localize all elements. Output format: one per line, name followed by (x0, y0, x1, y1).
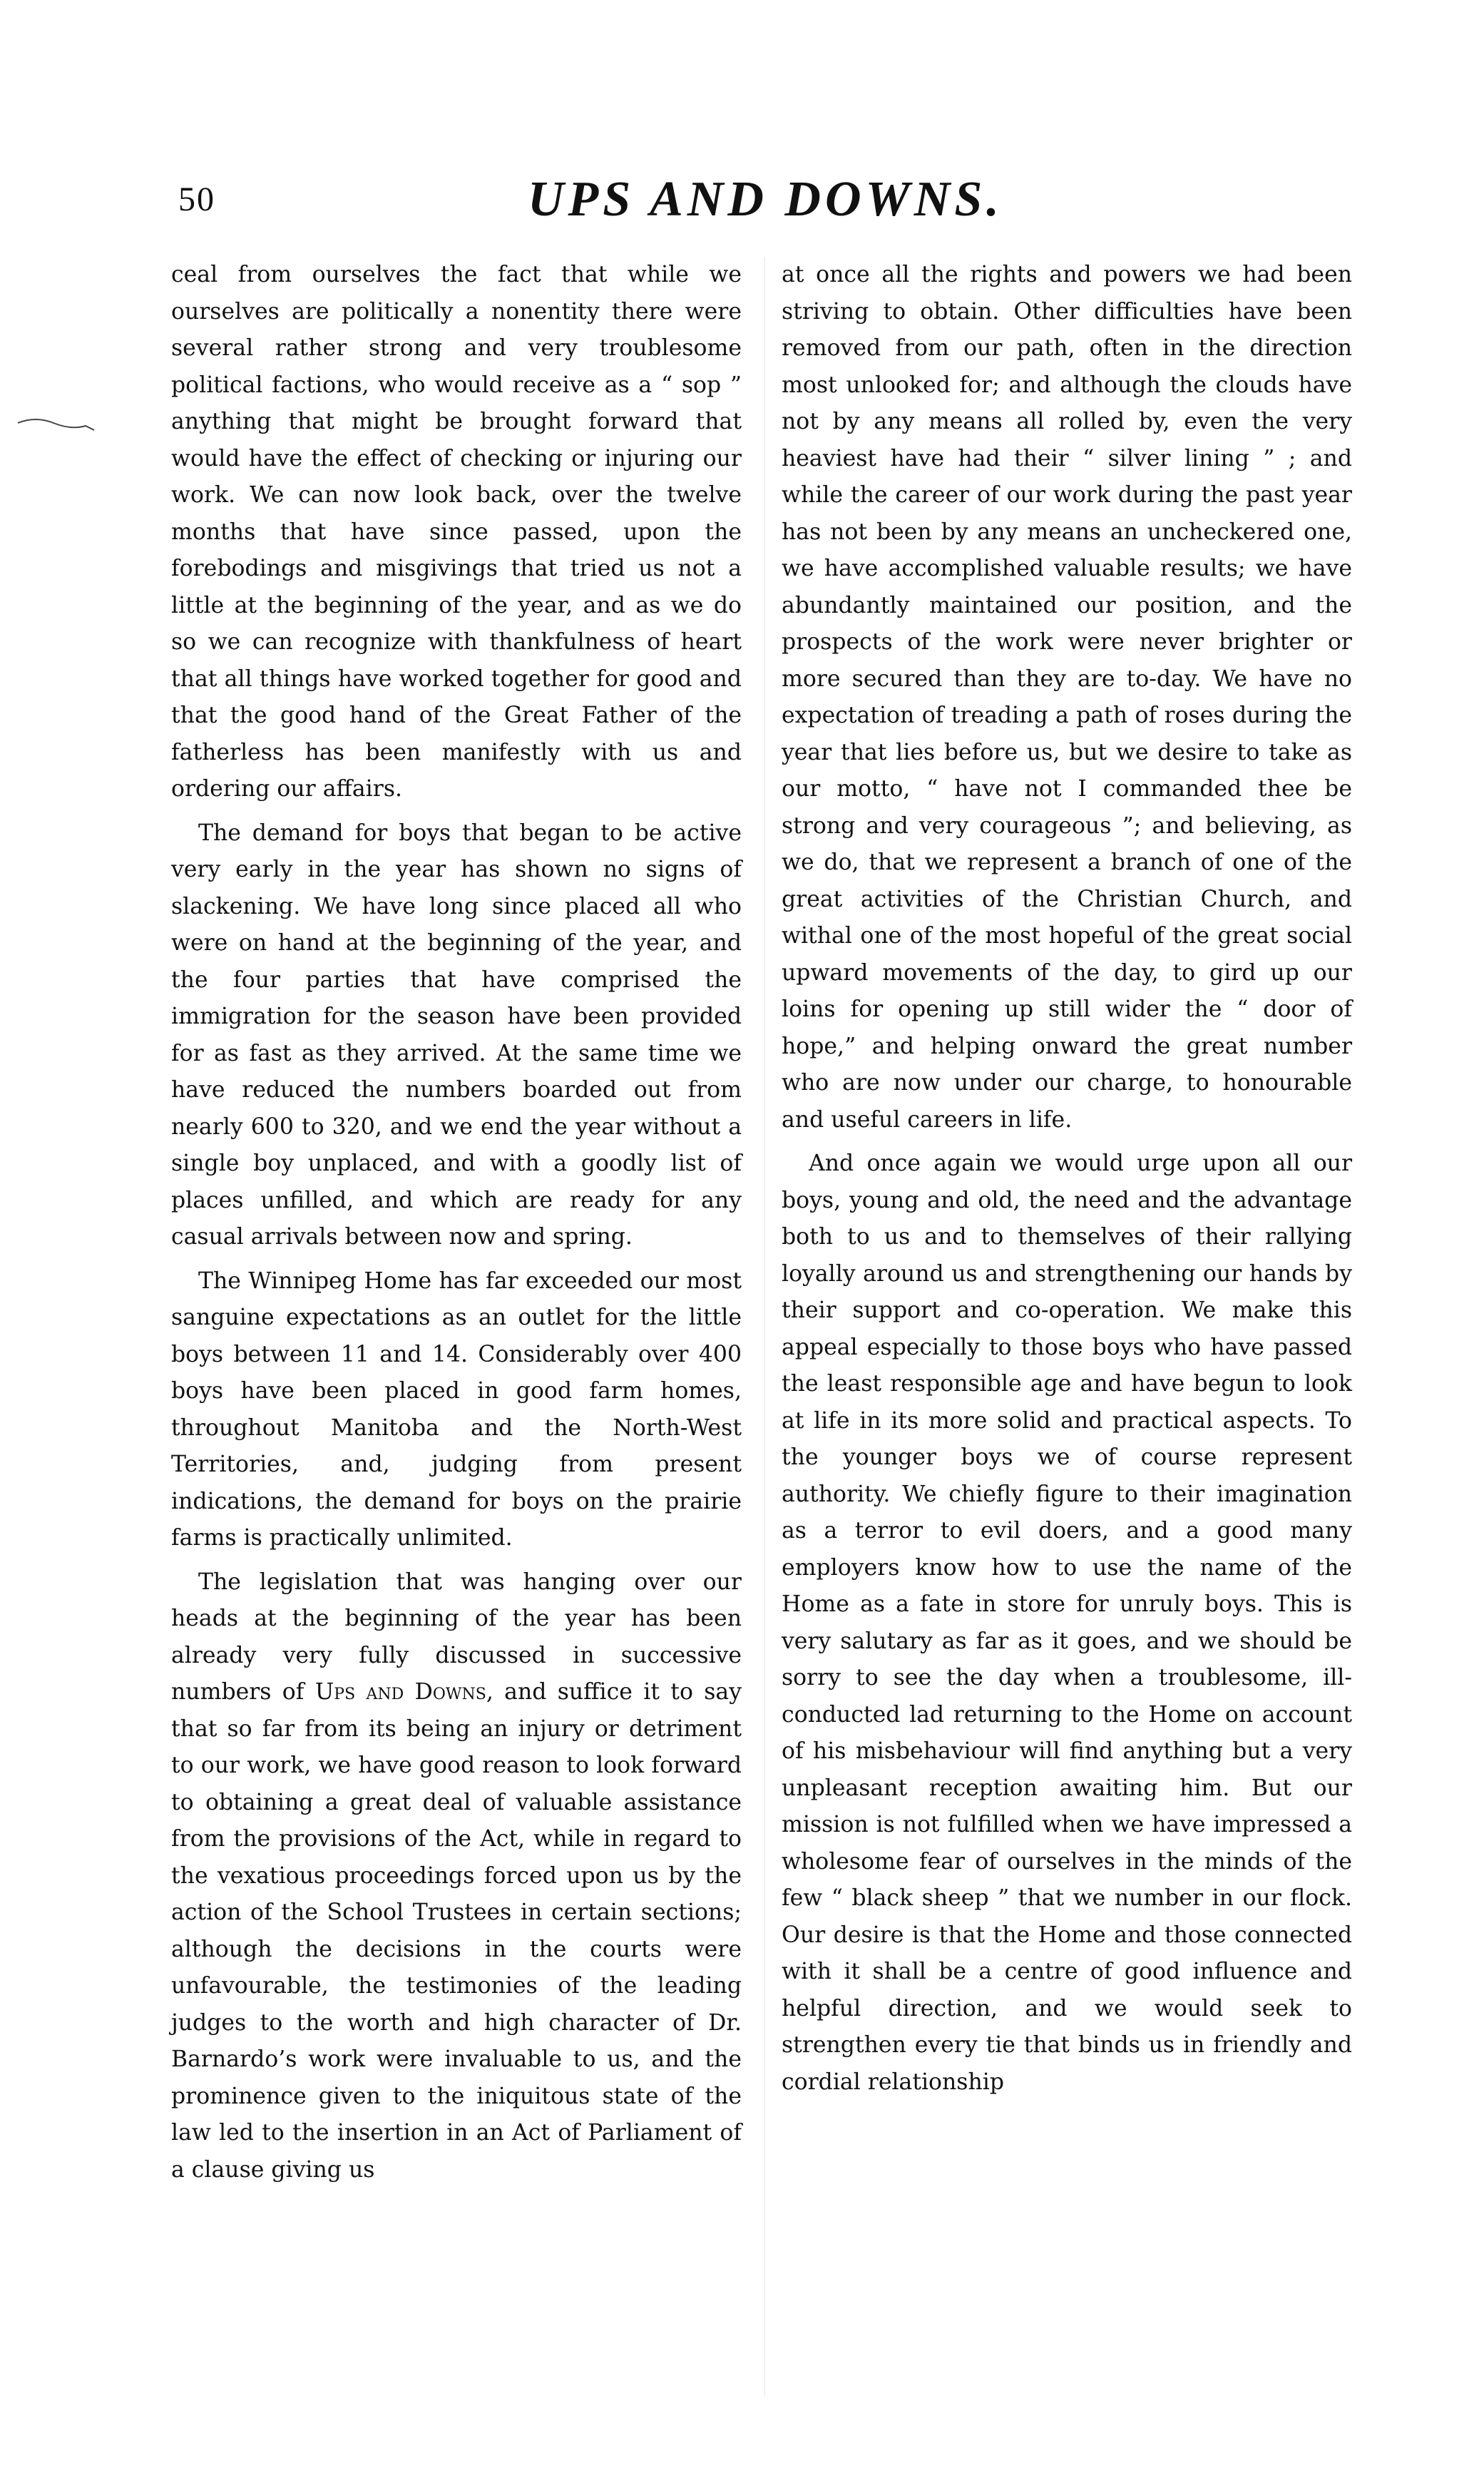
right-column (782, 257, 1352, 2108)
left-paragraph-4 (171, 1564, 742, 2189)
right-paragraph-1: at once all the rights and powers we had been striving to obtain. Other difficulties have been removed from our path, often in the direction most unlooked for; and although the clouds have not by any means all rolled by, even the very heaviest have had their “ silver lining ” ; and while the career of our work during the past year has not been by any means an uncheckered one, we have accomplished valuable results; we have abundantly maintained our position, and the prospects of the work were never brighter or more secured than they are to-day. We have no expectation of treading a path of roses during the year that lies before us, but we desire to take as our motto, “ have not I commanded thee be strong and very courageous ”; and believing, as we do, that we represent a branch of one of the great activities of the Christian Church, and withal one of the most hopeful of the great social upward movements of the day, to gird up our loins for opening up still wider the “ door of hope,” and helping onward the great number who are now under our charge, to honourable and useful careers in life. (782, 262, 1352, 1133)
page-number: 50 (178, 180, 215, 218)
publication-name: Ups and Downs, (314, 1679, 493, 1705)
left-paragraph-3: The Winnipeg Home has far exceeded our most sanguine expectations as an outlet for the little boys between 11 and 14. Considerably over 400 boys have been placed in good farm homes, throughout Manitoba and the North-West Territories, and, judging from present indications, the demand for boys on the prairie farms is practically unlimited. (171, 1268, 742, 1551)
column-divider (764, 257, 765, 2397)
right-paragraph-2: And once again we would urge upon all our boys, young and old, the need and the advantage both to us and to themselves of their rallying loyally around us and strengthening our hands by their support and co-operation. We make this appeal especially to those boys who have passed the least responsible age and have begun to look at life in its more solid and practical aspects. To the younger boys we of course represent authority. We chiefly figure to their imagination as a terror to evil doers, and a good many employers know how to use the name of the Home as a fate in store for unruly boys. This is very salutary as far as it goes, and we should be sorry to see the day when a troublesome, ill-conducted lad returning to the Home on account of his misbehaviour will find anything but a very unpleasant reception awaiting him. But our mission is not fulfilled when we have impressed a wholesome fear of ourselves in the minds of the few “ black sheep ” that we number in our flock. Our desire is that the Home and those connected with it shall be a centre of good influence and helpful direction, and we would seek to strengthen every tie that binds us in friendly and cordial relationship (782, 1151, 1352, 2095)
running-title: UPS AND DOWNS. (528, 172, 1003, 227)
left-paragraph-1: ceal from ourselves the fact that while we ourselves are politically a nonentity there were several rather strong and very troublesome political factions, who would receive as a “ sop ” anything that might be brought forward that would have the effect of checking or injuring our work. We can now look back, over the twelve months that have since passed, upon the forebodings and misgivings that tried us not a little at the beginning of the year, and as we do so we can recognize with thankfulness of heart that all things have worked together for good and that the good hand of the Great Father of the fatherless has been manifestly with us and ordering our affairs. (171, 262, 742, 802)
left-paragraph-4-start: The legislation that was hanging over our heads at the beginning of the year has been already very fully discussed in successive numbers of (171, 1569, 742, 1705)
left-paragraph-4-end: and suffice it to say that so far from its being an injury or detriment to our work, we have good reason to look forward to obtaining a great deal of valuable assistance from the provisions of the Act, while in regard to the vexatious proceedings forced upon us by the action of the School Trustees in certain sections; although the decisions in the courts were unfavourable, the testimonies of the leading judges to the worth and high character of Dr. Barnardo’s work were invaluable to us, and the prominence given to the iniquitous state of the law led to the insertion in an Act of Parliament of a clause giving us (171, 1679, 742, 2183)
page-header (0, 171, 1484, 228)
left-column (171, 257, 742, 2196)
left-paragraph-2: The demand for boys that began to be active very early in the year has shown no signs of slackening. We have long since placed all who were on hand at the beginning of the year, and the four parties that have comprised the immigration for the season have been provided for as fast as they arrived. At the same time we have reduced the numbers boarded out from nearly 600 to 320, and we end the year without a single boy unplaced, and with a goodly list of places unfilled, and which are ready for any casual arrivals between now and spring. (171, 820, 742, 1250)
stray-pen-mark (14, 410, 107, 439)
